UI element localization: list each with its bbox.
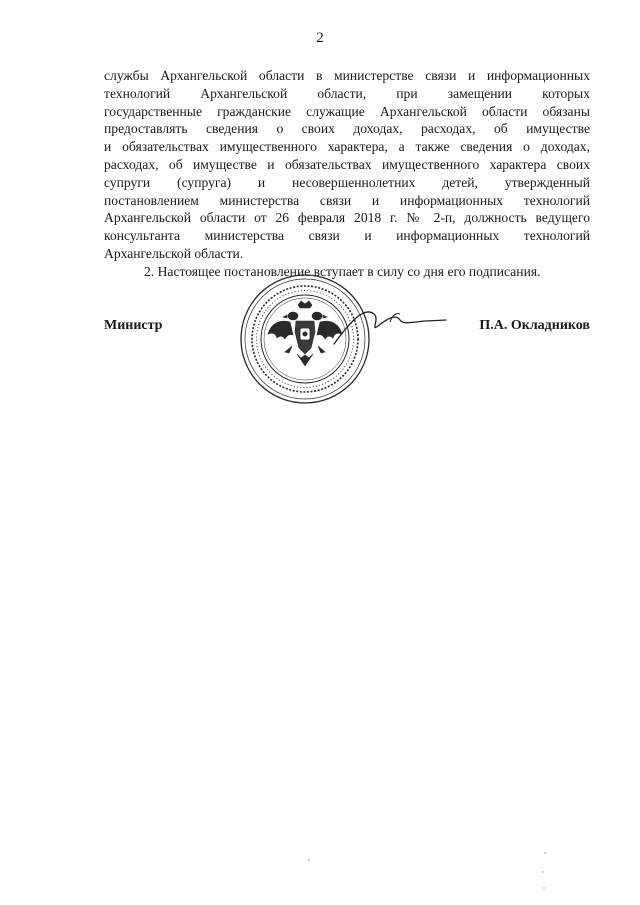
body-line: консультанта министерства связи и информационных технологий bbox=[104, 228, 590, 244]
body-line: Архангельской области. bbox=[104, 245, 244, 261]
body-line: службы Архангельской области в министерстве связи и информационных bbox=[104, 68, 590, 83]
body-text bbox=[104, 67, 590, 281]
paragraph-effective-date: 2. Настоящее постановление вступает в силу со дня его подписания. bbox=[144, 263, 541, 279]
signatory-title: Министр bbox=[104, 318, 163, 333]
body-line: и обязательствах имущественного характера, а также сведения о доходах, bbox=[104, 139, 590, 155]
body-line: государственные гражданские служащие Архангельской области обязаны bbox=[104, 103, 590, 119]
page-number: 2 bbox=[316, 30, 324, 46]
body-line: Архангельской области от 26 февраля 2018 г. № 2-п, должность ведущего bbox=[104, 210, 590, 226]
signature-block bbox=[104, 318, 590, 338]
body-line: постановлением министерства связи и информационных технологий bbox=[104, 192, 590, 208]
signatory-name: П.А. Окладников bbox=[479, 318, 590, 333]
body-line: предоставлять сведения о своих доходах, расходах, об имуществе bbox=[104, 121, 590, 137]
body-line: расходах, об имуществе и обязательствах имущественного характера своих bbox=[104, 156, 590, 172]
body-line: супруги (супруга) и несовершеннолетних детей, утвержденный bbox=[104, 174, 590, 190]
body-line: технологий Архангельской области, при замещении которых bbox=[104, 85, 590, 101]
